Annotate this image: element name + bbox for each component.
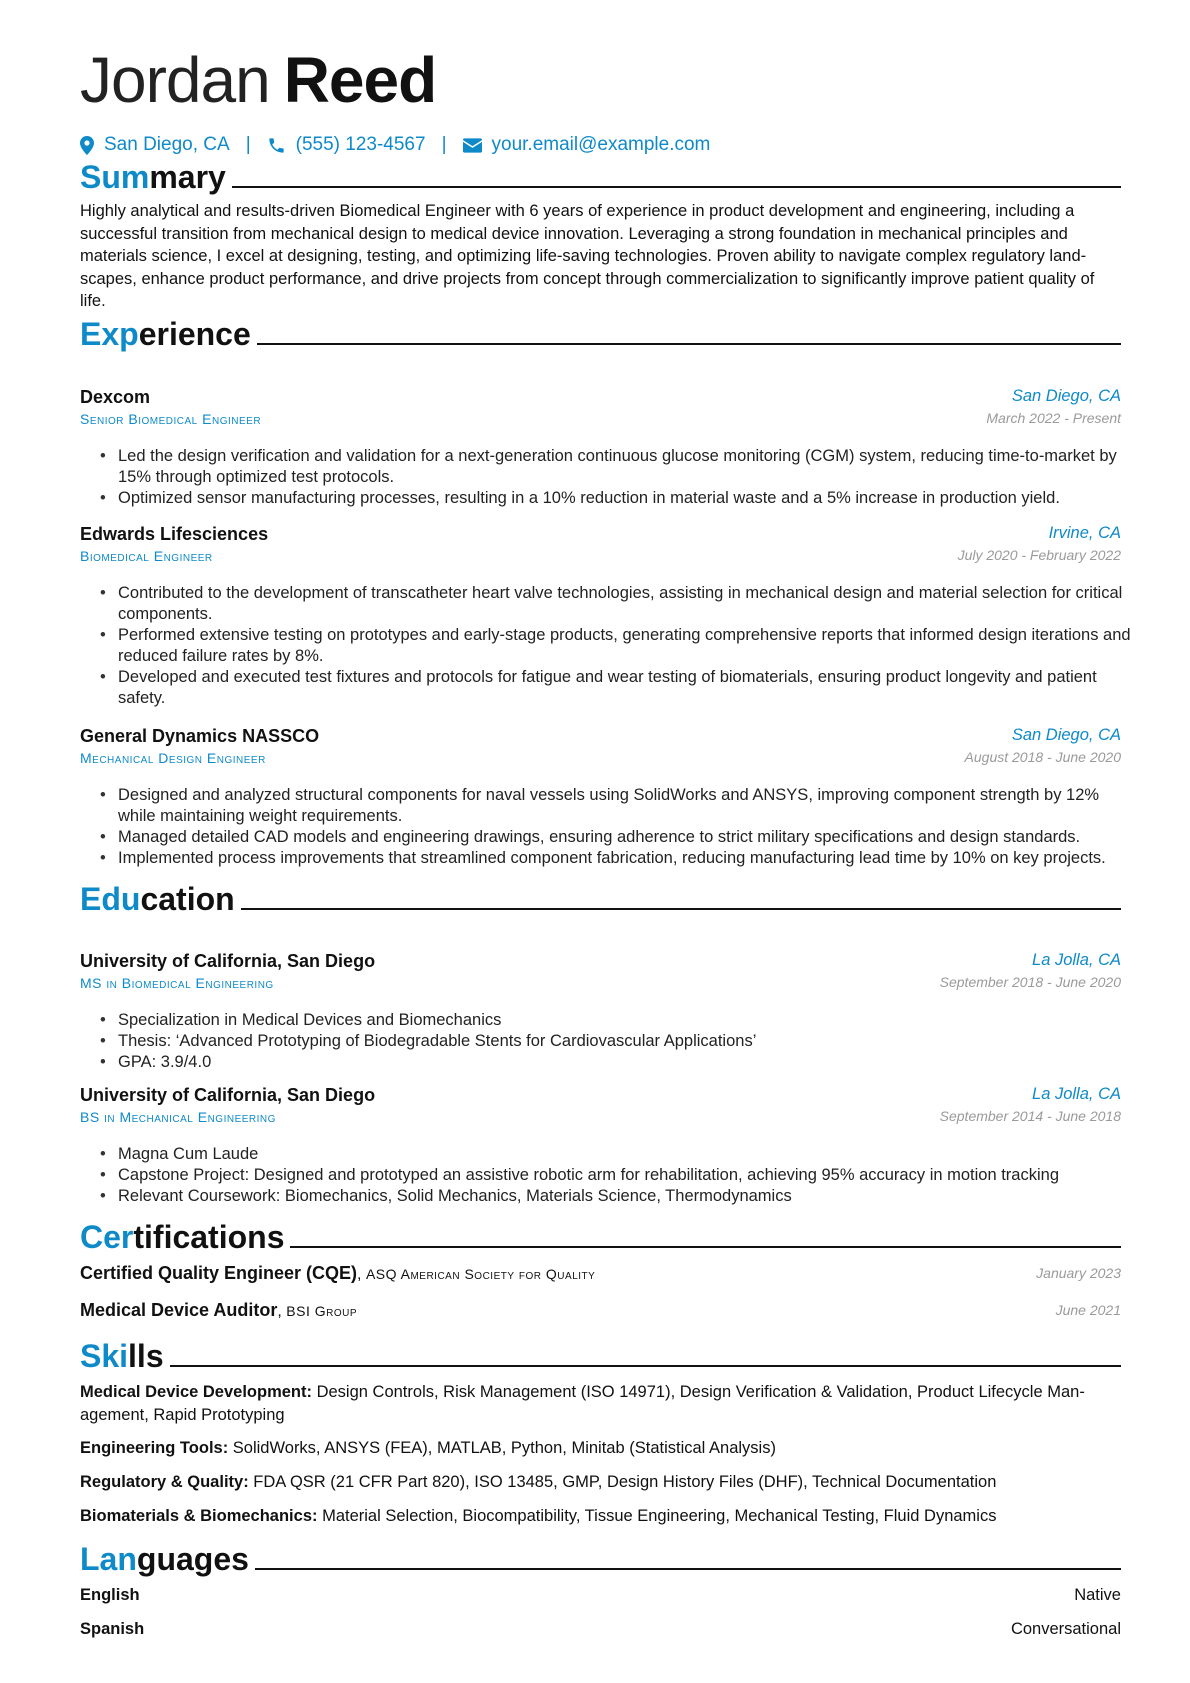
language-row <box>80 1586 1121 1605</box>
email-text: your.email@example.com <box>491 134 711 155</box>
bullet-item: • Performed extensive testing on prototypes and early-stage products, generating comprehensive reports that informed design iterations and reduced failure rates by 8%. <box>118 625 1139 667</box>
school-name: University of California, San Diego <box>80 1085 376 1105</box>
entry-location: La Jolla, CA <box>1032 1085 1121 1103</box>
certification-item: Certified Quality Engineer (CQE), ASQ American Society for Quality January 2023 <box>80 1263 1121 1283</box>
section-title-rest: tifications <box>133 1219 285 1255</box>
section-rule <box>255 1568 1121 1570</box>
section-title-accent: Cer <box>80 1219 134 1255</box>
job-title: Mechanical Design Engineer <box>80 750 266 766</box>
section-title-rest: guages <box>136 1541 249 1577</box>
skill-row <box>80 1505 1121 1528</box>
certification-item: Medical Device Auditor, BSI Group June 2021 <box>80 1300 1121 1320</box>
bullet-item: • GPA: 3.9/4.0 <box>118 1052 1139 1073</box>
experience-bullets <box>100 446 1139 509</box>
certification-title: Medical Device Auditor <box>80 1300 278 1320</box>
employer-name: Dexcom <box>80 387 151 407</box>
phone-text: (555) 123-4567 <box>295 134 426 155</box>
education-bullets <box>100 1144 1139 1207</box>
section-rule <box>170 1365 1121 1367</box>
language-level: Native <box>1074 1586 1121 1604</box>
experience-bullets <box>100 583 1139 709</box>
section-rule <box>290 1246 1121 1248</box>
bullet-item: • Designed and analyzed structural components for naval vessels using SolidWorks and ANSYS, improving component strength by 12% while maintaining weight requirements. <box>118 785 1139 827</box>
entry-location: La Jolla, CA <box>1032 951 1121 969</box>
skill-row <box>80 1437 1121 1460</box>
section-languages-title <box>80 1540 1121 1578</box>
skill-list: SolidWorks, ANSYS (FEA), MATLAB, Python, Minitab (Statistical Analysis) <box>232 1439 776 1457</box>
language-name: English <box>80 1586 140 1604</box>
entry-location: Irvine, CA <box>1048 524 1121 542</box>
section-rule <box>257 343 1121 345</box>
bullet-item: • Contributed to the development of transcatheter heart valve technologies, assisting in mechanical design and material selection for critical components. <box>118 583 1139 625</box>
contact-bar <box>80 134 710 156</box>
section-education-title <box>80 880 1121 918</box>
section-rule <box>232 186 1121 188</box>
skill-category: Engineering Tools: <box>80 1439 229 1457</box>
bullet-item: • Thesis: ‘Advanced Prototyping of Biodegradable Stents for Cardiovascular Applications’ <box>118 1031 1139 1052</box>
map-pin-icon <box>80 136 94 155</box>
section-title-accent: Sum <box>80 159 150 195</box>
bullet-item: • Developed and executed test fixtures and protocols for fatigue and wear testing of biomaterials, ensuring product longevity and patient safety. <box>118 667 1139 709</box>
skill-category: Biomaterials & Biomechanics: <box>80 1507 318 1525</box>
certification-title: Certified Quality Engineer (CQE) <box>80 1263 358 1283</box>
entry-date: March 2022 - Present <box>986 410 1121 426</box>
section-title-rest: lls <box>128 1338 164 1374</box>
section-title-rest: mary <box>149 159 226 195</box>
bullet-item: • Managed detailed CAD models and engineering drawings, ensuring adherence to strict military specifications and design standards. <box>118 827 1139 848</box>
contact-email[interactable] <box>463 134 711 156</box>
entry-date: July 2020 - February 2022 <box>957 547 1121 563</box>
bullet-item: • Implemented process improvements that streamlined component fabrication, reducing manufacturing lead time by 10% on key projects. <box>118 848 1139 869</box>
contact-separator: | <box>441 134 447 155</box>
bullet-item: • Relevant Coursework: Biomechanics, Solid Mechanics, Materials Science, Thermodynamics <box>118 1186 1139 1207</box>
section-title-accent: Edu <box>80 881 141 917</box>
entry-date: August 2018 - June 2020 <box>964 749 1121 765</box>
summary-paragraph: Highly analytical and results-driven Biomedical Engineer with 6 years of experience in product development and engineering, including a successful transition from mechanical design to medical device innovation. Leveraging a strong foundation in mechanical principles and materials science, I excel at designing, testing, and optimizing life-saving technologies. Proven ability to navigate complex regulatory landscapes, enhance product performance, and drive projects from concept through commercialization to significantly improve patient quality of life. <box>80 202 1095 311</box>
bullet-item: • Led the design verification and validation for a next-generation continuous glucose monitoring (CGM) system, reducing time-to-market by 15% through optimized test protocols. <box>118 446 1139 488</box>
section-title-rest: erience <box>138 316 251 352</box>
section-rule <box>241 908 1121 910</box>
section-experience-title <box>80 315 1121 353</box>
contact-separator: | <box>245 134 251 155</box>
language-name: Spanish <box>80 1620 145 1638</box>
section-certifications-title <box>80 1218 1121 1256</box>
entry-date: September 2014 - June 2018 <box>939 1108 1121 1124</box>
section-title-accent: Ski <box>80 1338 129 1374</box>
entry-location: San Diego, CA <box>1011 726 1121 744</box>
certification-date: January 2023 <box>1036 1265 1121 1281</box>
section-title-accent: Exp <box>80 316 139 352</box>
school-name: University of California, San Diego <box>80 951 376 971</box>
phone-icon <box>267 136 286 155</box>
job-title: Biomedical Engineer <box>80 548 213 564</box>
contact-phone[interactable] <box>267 134 426 156</box>
language-row <box>80 1620 1121 1639</box>
employer-name: General Dynamics NASSCO <box>80 726 320 746</box>
bullet-item: • Capstone Project: Designed and prototyped an assistive robotic arm for rehabilitation, achieving 95% accuracy in motion tracking <box>118 1165 1139 1186</box>
degree-title: BS in Mechanical Engineering <box>80 1109 276 1125</box>
section-title-rest: cation <box>140 881 235 917</box>
skill-row <box>80 1381 1121 1426</box>
skill-list: FDA QSR (21 CFR Part 820), ISO 13485, GMP, Design History Files (DHF), Technical Documentation <box>253 1473 997 1491</box>
job-title: Senior Biomedical Engineer <box>80 411 262 427</box>
contact-location <box>80 134 230 156</box>
skill-list: Material Selection, Biocompatibility, Tissue Engineering, Mechanical Testing, Fluid Dynamics <box>322 1507 997 1525</box>
bullet-item: • Specialization in Medical Devices and Biomechanics <box>118 1010 1139 1031</box>
bullet-item: • Magna Cum Laude <box>118 1144 1139 1165</box>
experience-bullets <box>100 785 1139 869</box>
name-heading <box>80 40 436 120</box>
degree-title: MS in Biomedical Engineering <box>80 975 274 991</box>
first-name: Jordan <box>80 44 270 116</box>
employer-name: Edwards Lifesciences <box>80 524 269 544</box>
skill-category: Medical Device Development: <box>80 1383 312 1401</box>
last-name: Reed <box>283 44 437 116</box>
section-title-accent: Lan <box>80 1541 137 1577</box>
entry-date: September 2018 - June 2020 <box>939 974 1121 990</box>
skill-row <box>80 1471 1121 1494</box>
certification-date: June 2021 <box>1055 1302 1121 1318</box>
certification-issuer: BSI Group <box>286 1303 358 1319</box>
language-level: Conversational <box>1010 1620 1121 1638</box>
education-bullets <box>100 1010 1139 1073</box>
skill-category: Regulatory & Quality: <box>80 1473 249 1491</box>
section-summary-title <box>80 158 1121 196</box>
certification-issuer: ASQ American Society for Quality <box>365 1266 596 1282</box>
section-skills-title <box>80 1337 1121 1375</box>
envelope-icon <box>463 138 482 153</box>
skill-list: Design Controls, Risk Management (ISO 14971), Design Verification & Validation, Product Lifecycle Management, Rapid Prototyping <box>80 1383 1085 1424</box>
entry-location: San Diego, CA <box>1011 387 1121 405</box>
location-text: San Diego, CA <box>104 134 230 155</box>
bullet-item: • Optimized sensor manufacturing processes, resulting in a 10% reduction in material waste and a 5% increase in production yield. <box>118 488 1139 509</box>
